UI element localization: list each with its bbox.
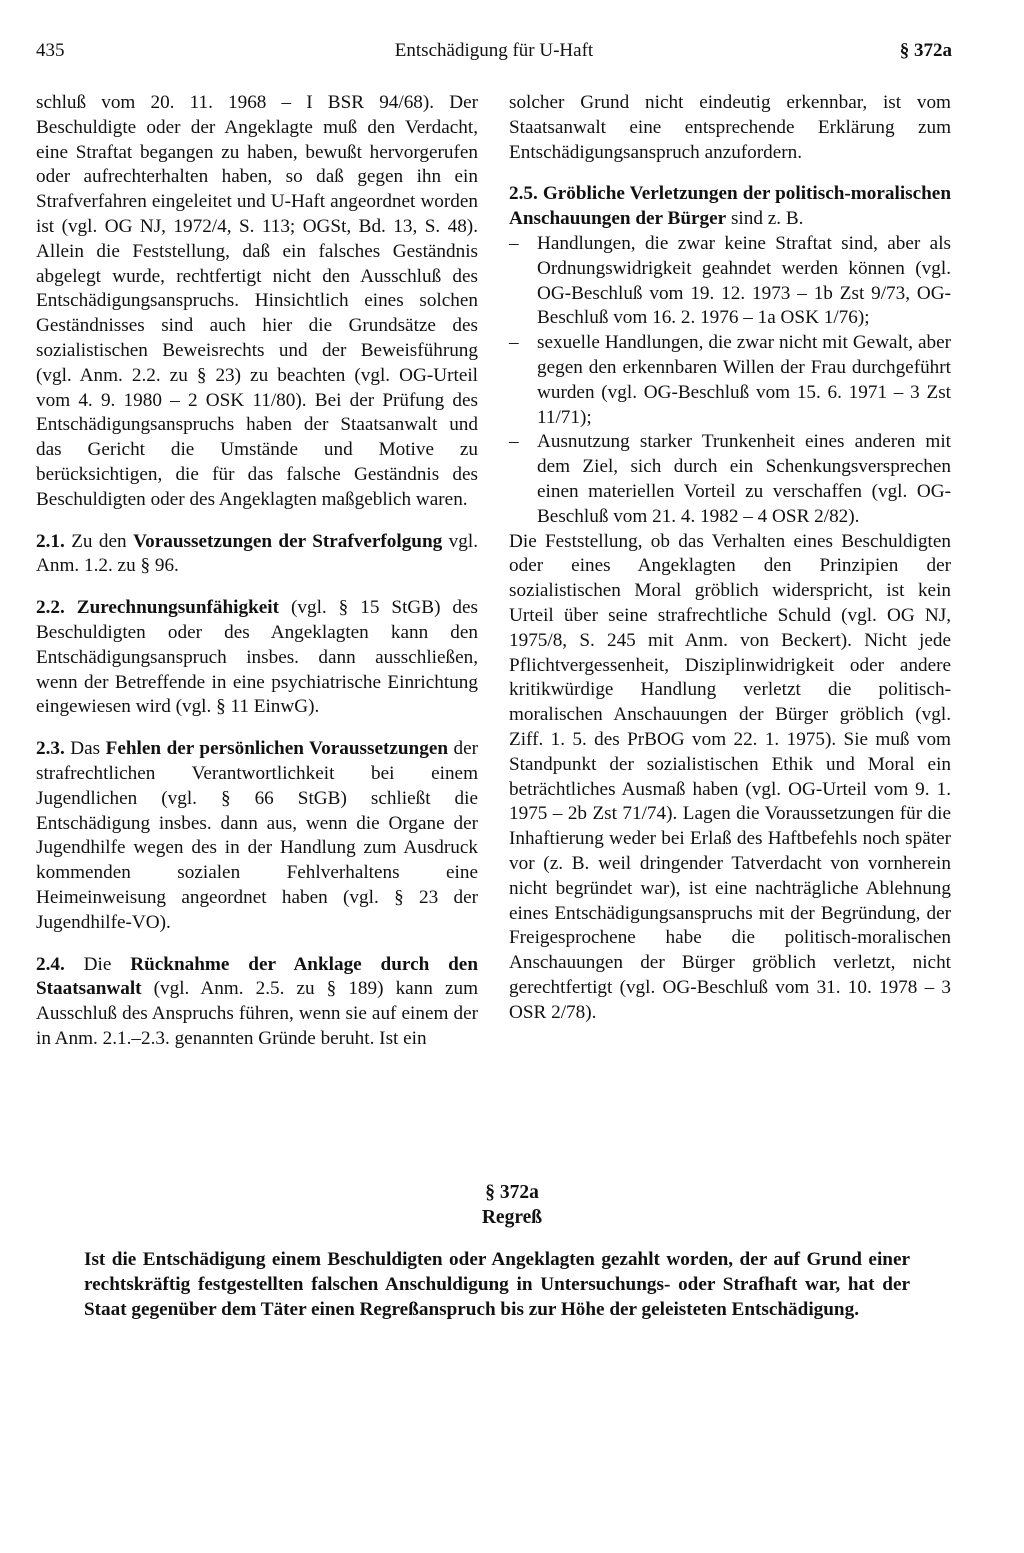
- left-column: [36, 91, 478, 1052]
- annotation-2-4: 2.4. Die Rücknahme der Anklage durch den Staatsanwalt (vgl. Anm. 2.5. zu § 189) kann zum Ausschluß des Anspruchs führen, wenn sie auf einem der in Anm. 2.1.–2.3. genannten Gründe beruht. Ist ein: [36, 953, 478, 1049]
- section-number: § 372a: [485, 1182, 539, 1203]
- list-item: – Ausnutzung starker Trunkenheit eines anderen mit dem Ziel, sich durch ein Schenkungsversprechen einen materiellen Vorteil zu verschaffen (vgl. OG-Beschluß vom 21. 4. 1982 – 4 OSR 2/82).: [509, 430, 951, 529]
- list-item: – sexuelle Handlungen, die zwar nicht mit Gewalt, aber gegen den erkennbaren Willen der Frau durchgeführt wurden (vgl. OG-Beschluß vom 15. 6. 1971 – 3 Zst 11/71);: [509, 331, 951, 430]
- annotation-number: 2.5.: [509, 183, 538, 205]
- section-text: Ist die Entschädigung einem Beschuldigten oder Angeklagten gezahlt worden, der auf Grund einer rechtskräftig festgestellten falschen Anschuldigung in Untersuchungs- oder Strafhaft war, hat der Staat gegenüber dem Täter einen Regreßanspruch bis zur Höhe der geleisteten Entschädigung.: [84, 1249, 910, 1320]
- annotation-number: 2.2.: [36, 597, 65, 619]
- page-header: [36, 40, 952, 70]
- section-title: Regreß: [481, 1207, 543, 1228]
- paragraph-continuation: schluß vom 20. 11. 1968 – I BSR 94/68). Der Beschuldigte oder der Angeklagte muß den Verdacht, eine Straftat begangen zu haben, bewußt hervorgerufen oder aufrechterhalten haben, so daß gegen ihn ein Strafverfahren eingeleitet und U-Haft angeordnet worden ist (vgl. OG NJ, 1972/4, S. 113; OGSt, Bd. 13, S. 48). Allein die Feststellung, daß ein falsches Geständnis abgelegt wurde, rechtfertigt nicht den Ausschluß des Entschädigungsanspruchs. Hinsichtlich eines solchen Geständnisses sind auch hier die Grundsätze des sozialistischen Beweisrechts und der Beweisführung (vgl. Anm. 2.2. zu § 23) zu beachten (vgl. OG-Urteil vom 4. 9. 1980 – 2 OSK 11/80). Bei der Prüfung des Entschädigungsanspruchs haben der Staatsanwalt und das Gericht die Umstände und Motive zu berücksichtigen, die für das falsche Geständnis des Beschuldigten oder des Angeklagten maßgeblich waren.: [36, 92, 478, 510]
- right-column: [509, 91, 951, 1025]
- annotation-keyword: Zurechnungsunfähigkeit: [76, 597, 280, 619]
- annotation-keyword: Voraussetzungen der Strafverfolgung: [133, 530, 443, 552]
- running-title: Entschädigung für U-Haft: [394, 40, 594, 61]
- example-list: [509, 232, 951, 530]
- running-paragraph-ref: § 372a: [899, 40, 952, 61]
- annotation-number: 2.1.: [36, 530, 65, 552]
- page-number: 435: [36, 40, 65, 61]
- annotation-keyword: Rücknahme der Anklage durch den Staatsanwalt: [36, 953, 478, 1000]
- annotation-2-2: 2.2. Zurechnungsunfähigkeit (vgl. § 15 StGB) des Beschuldigten oder des Angeklagten kann den Entschädigungsanspruch insbes. dann ausschließen, wenn der Betreffende in eine psychiatrische Einrichtung eingewiesen wird (vgl. § 11 EinwG).: [36, 597, 479, 718]
- annotation-2-3: 2.3. Das Fehlen der persönlichen Voraussetzungen der strafrechtlichen Verantwortlichkeit bei einem Jugendlichen (vgl. § 66 StGB) schließt die Entschädigung insbes. dann aus, wenn die Organe der Jugendhilfe wegen des in der Handlung zum Ausdruck kommenden sozialen Fehlverhaltens eine Heimeinweisung angeordnet haben (vgl. § 23 der Jugendhilfe-VO).: [36, 738, 479, 933]
- paragraph-conclusion: Die Feststellung, ob das Verhalten eines Beschuldigten oder eines Angeklagten den Prinzipien der sozialistischen Moral gröblich widerspricht, ist kein Urteil über seine strafrechtliche Schuld (vgl. OG NJ, 1975/8, S. 245 mit Anm. von Beckert). Nicht jede Pflichtvergessenheit, Disziplinwidrigkeit oder andere kritikwürdige Handlung verletzt die politisch-moralischen Anschauungen der Bürger gröblich (vgl. Ziff. 1. 5. des PrBOG vom 22. 1. 1975). Sie muß vom Standpunkt der sozialistischen Ethik und Moral ein beträchtliches Ausmaß haben (vgl. OG-Urteil vom 9. 1. 1975 – 2b Zst 71/74). Lagen die Voraussetzungen für die Inhaftierung weder bei Erlaß des Haftbefehls noch später vor (z. B. weil dringender Tatverdacht von vornherein nicht begründet war), ist eine nachträgliche Ablehnung eines Entschädigungsanspruchs mit der Begründung, der Freigesprochene habe die politisch-moralischen Anschauungen der Bürger gröblich verletzt, nicht gerechtfertigt (vgl. OG-Beschluß vom 31. 10. 1978 – 3 OSR 2/78).: [509, 530, 951, 1023]
- annotation-number: 2.4.: [36, 953, 65, 975]
- annotation-keyword: Fehlen der persönlichen Voraussetzungen: [105, 738, 449, 760]
- paragraph-continuation: solcher Grund nicht eindeutig erkennbar, ist vom Staatsanwalt eine entsprechende Erklärung zum Entschädigungsanspruch anzufordern.: [509, 92, 951, 163]
- annotation-2-5: 2.5. Gröbliche Verletzungen der politisch-moralischen Anschauungen der Bürger sind z. B.: [509, 183, 951, 230]
- annotation-number: 2.3.: [36, 738, 65, 760]
- annotation-keyword: Gröbliche Verletzungen der politisch-moralischen Anschauungen der Bürger: [509, 183, 951, 230]
- section-heading: [0, 1180, 1024, 1230]
- annotation-2-1: 2.1. Zu den Voraussetzungen der Strafverfolgung vgl. Anm. 1.2. zu § 96.: [36, 530, 478, 577]
- list-item: – Handlungen, die zwar keine Straftat sind, aber als Ordnungswidrigkeit geahndet werden können (vgl. OG-Beschluß vom 19. 12. 1973 – 1b Zst 9/73, OG-Beschluß vom 16. 2. 1976 – 1a OSK 1/76);: [509, 232, 951, 331]
